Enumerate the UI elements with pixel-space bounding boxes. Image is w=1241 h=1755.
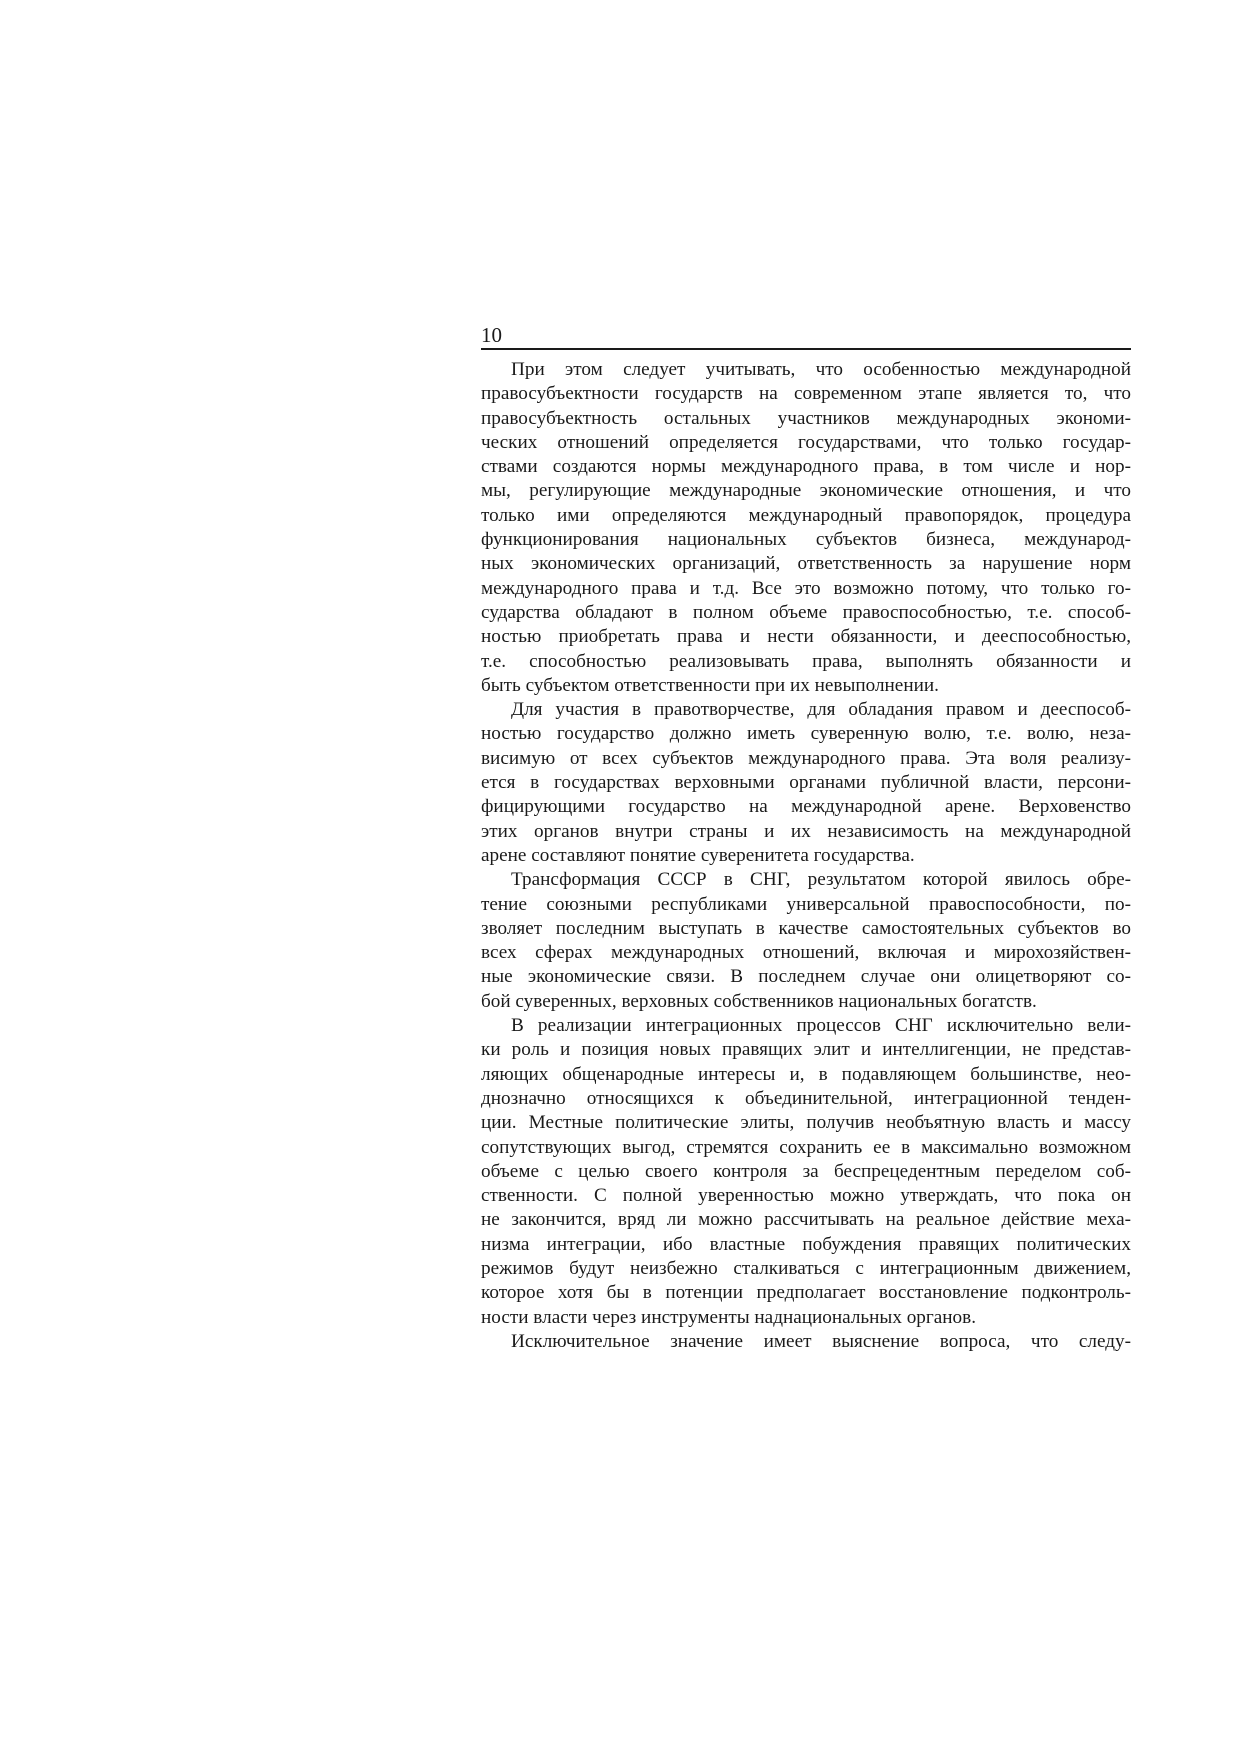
text-line: днозначно относящихся к объединительной, интеграционной тенден- (481, 1087, 1131, 1109)
text-line: этих органов внутри страны и их независимость на международной (481, 820, 1131, 842)
text-line: сопутствующих выгод, стремятся сохранить ее в максимально возможном (481, 1136, 1131, 1158)
paragraph (481, 1330, 1131, 1354)
page-number: 10 (481, 323, 502, 347)
text-line: ностью приобретать права и нести обязанности, и дееспособностью, (481, 626, 1131, 648)
book-page (481, 320, 1131, 1354)
text-line: функционирования национальных субъектов бизнеса, международ- (481, 529, 1131, 551)
text-line: ные экономические связи. В последнем случае они олицетворяют со- (481, 966, 1131, 988)
text-line: ции. Местные политические элиты, получив необъятную власть и массу (481, 1112, 1131, 1134)
text-line: сударства обладают в полном объеме правоспособностью, т.е. способ- (481, 601, 1131, 623)
text-line: Для участия в правотворчестве, для обладания правом и дееспособ- (511, 699, 1131, 721)
page-header (481, 320, 1131, 350)
text-line: ных экономических организаций, ответственность за нарушение норм (481, 553, 1131, 575)
text-line: зволяет последним выступать в качестве самостоятельных субъектов во (481, 917, 1131, 939)
text-line: ности власти через инструменты наднациональных органов. (481, 1306, 976, 1328)
text-line: ется в государствах верховными органами публичной власти, персони- (481, 772, 1131, 794)
body-text (481, 358, 1131, 1354)
text-line: международного права и т.д. Все это возможно потому, что только го- (481, 577, 1131, 599)
text-line: висимую от всех субъектов международного права. Эта воля реализу- (481, 747, 1131, 769)
text-line: всех сферах международных отношений, включая и мирохозяйствен- (481, 942, 1131, 964)
paragraph (481, 358, 1131, 698)
text-line: правосубъектности государств на современном этапе является то, что (481, 383, 1131, 405)
text-line: ностью государство должно иметь суверенную волю, т.е. волю, неза- (481, 723, 1131, 745)
text-line: В реализации интеграционных процессов СНГ исключительно вели- (511, 1015, 1131, 1037)
text-line: только ими определяются международный правопорядок, процедура (481, 504, 1131, 526)
text-line: не закончится, вряд ли можно рассчитывать на реальное действие меха- (481, 1209, 1131, 1231)
text-line: Трансформация СССР в СНГ, результатом которой явилось обре- (511, 869, 1131, 891)
text-line: При этом следует учитывать, что особенностью международной (511, 359, 1131, 380)
text-line: ческих отношений определяется государствами, что только государ- (481, 431, 1131, 453)
text-line: ляющих общенародные интересы и, в подавляющем большинстве, нео- (481, 1063, 1131, 1085)
paragraph (481, 868, 1131, 1014)
text-line: ствами создаются нормы международного права, в том числе и нор- (481, 456, 1131, 478)
text-line: правосубъектность остальных участников международных экономи- (481, 407, 1131, 429)
text-line: низма интеграции, ибо властные побуждения правящих политических (481, 1233, 1131, 1255)
paragraph (481, 698, 1131, 868)
paragraph (481, 1014, 1131, 1330)
text-line: быть субъектом ответственности при их невыполнении. (481, 674, 939, 696)
text-line: которое хотя бы в потенции предполагает восстановление подконтроль- (481, 1282, 1131, 1304)
text-line: мы, регулирующие международные экономические отношения, и что (481, 480, 1131, 502)
text-line: объеме с целью своего контроля за беспрецедентным переделом соб- (481, 1160, 1131, 1182)
text-line: ственности. С полной уверенностью можно утверждать, что пока он (481, 1185, 1131, 1207)
text-line: режимов будут неизбежно сталкиваться с интеграционным движением, (481, 1257, 1131, 1279)
text-line: бой суверенных, верховных собственников национальных богатств. (481, 990, 1037, 1012)
text-line: фицирующими государство на международной арене. Верховенство (481, 796, 1131, 818)
text-line: тение союзными республиками универсальной правоспособности, по- (481, 893, 1131, 915)
text-line: Исключительное значение имеет выяснение вопроса, что следу- (511, 1330, 1131, 1352)
text-line: ки роль и позиция новых правящих элит и интеллигенции, не представ- (481, 1039, 1131, 1061)
text-line: арене составляют понятие суверенитета государства. (481, 844, 915, 866)
text-line: т.е. способностью реализовывать права, выполнять обязанности и (481, 650, 1131, 672)
